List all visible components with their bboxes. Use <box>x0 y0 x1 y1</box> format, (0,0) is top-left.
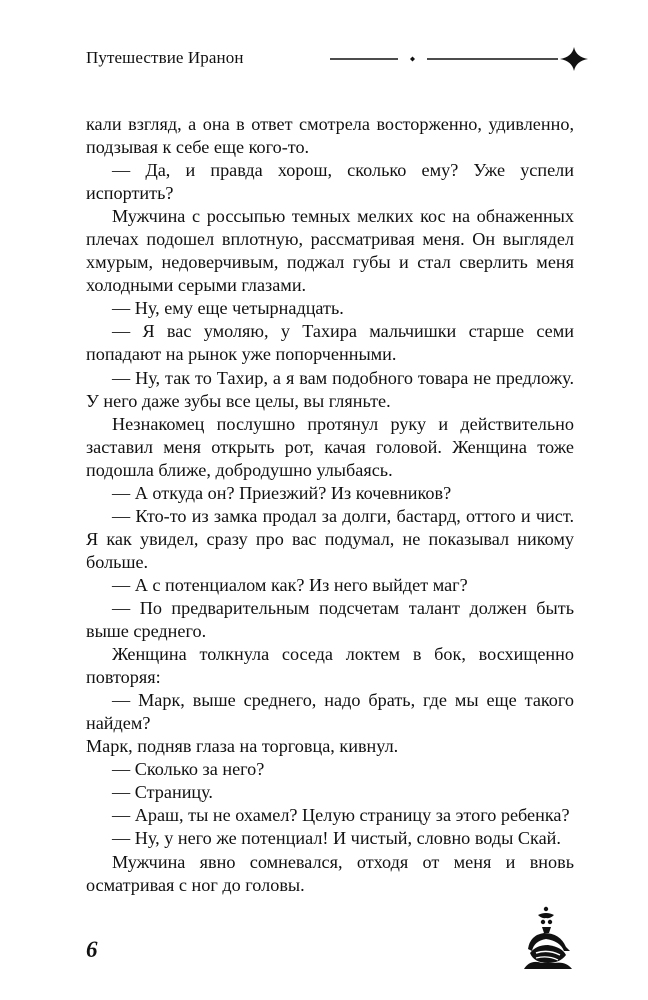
paragraph: Женщина толкнула соседа локтем в бок, восхищенно повторяя: <box>86 644 574 688</box>
paragraph: — Ну, так то Тахир, а я вам подобного товара не предложу. У него даже зубы все целы, вы гляньте. <box>86 367 574 411</box>
page-number: 6 <box>86 937 98 962</box>
paragraph: — Ну, у него же потенциал! И чистый, словно воды Скай. <box>112 828 561 849</box>
paragraph: — Марк, выше среднего, надо брать, где мы еще такого найдем? <box>86 690 574 734</box>
running-title: Путешествие Иранон <box>86 48 244 67</box>
paragraph: — А с потенциалом как? Из него выйдет маг? <box>112 574 468 595</box>
paragraph: Мужчина явно сомневался, отходя от меня и вновь осматривая с ног до головы. <box>86 851 574 895</box>
paragraph: Марк, подняв глаза на торговца, кивнул. <box>86 736 399 757</box>
header-ornament-icon <box>330 46 592 72</box>
paragraph: — По предварительным подсчетам талант должен быть выше среднего. <box>86 597 574 642</box>
publisher-logo-icon <box>520 905 576 973</box>
paragraph: Незнакомец послушно протянул руку и действительно заставил меня открыть рот, качая головой. Женщина тоже подошла ближе, добродушно улыбаясь. <box>86 413 574 480</box>
paragraph: — Я вас умоляю, у Тахира мальчишки старше семи попадают на рынок уже попорченными. <box>86 321 574 365</box>
paragraph: — Араш, ты не охамел? Целую страницу за этого ребенка? <box>112 805 570 826</box>
running-header <box>86 40 586 80</box>
paragraph: — Да, и правда хорош, сколько ему? Уже успели испортить? <box>86 160 574 204</box>
paragraph: — Страницу. <box>112 782 213 803</box>
paragraph: — Сколько за него? <box>112 759 265 780</box>
body-text <box>86 113 574 897</box>
paragraph: — А откуда он? Приезжий? Из кочевников? <box>112 482 452 503</box>
paragraph: кали взгляд, а она в ответ смотрела восторженно, удивленно, подзывая к себе еще кого-то. <box>86 114 574 158</box>
paragraph: — Ну, ему еще четырнадцать. <box>112 298 344 319</box>
paragraph: — Кто-то из замка продал за долги, бастард, оттого и чист. Я как увидел, сразу про вас подумал, не показывал никому больше. <box>86 505 574 572</box>
paragraph: Мужчина с россыпью темных мелких кос на обнаженных плечах подошел вплотную, рассматривая меня. Он выглядел хмурым, недоверчивым, поджал губы и стал сверлить меня холодными серыми глазами. <box>86 206 574 296</box>
